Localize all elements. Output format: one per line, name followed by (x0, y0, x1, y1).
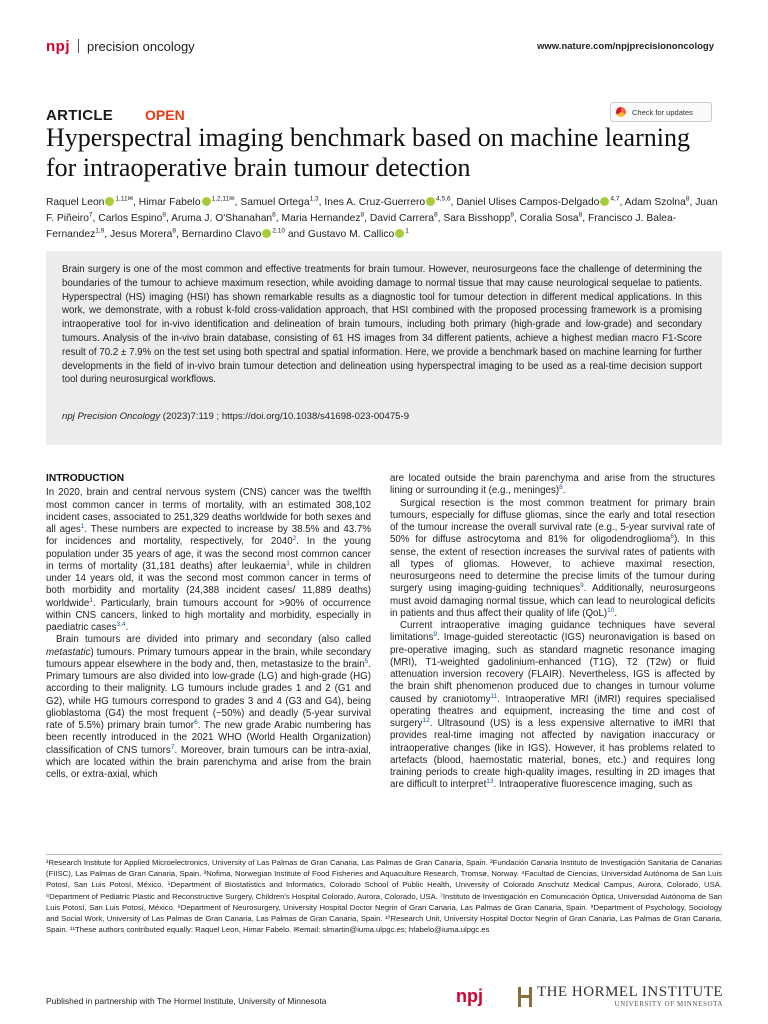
body-paragraph: Brain tumours are divided into primary and secondary (also called metastatic) tumours. Primary tumours appear in the brain, while secondary tumours appear elsewhere in the body and, then, metastasize to the brain$^5$. Primary tumours are also divided into low-grade (LG) and high-grade (HG) according to their malignity. LG tumours include grades 1 and 2 (G1 and G2), while HG tumours correspond to grades 3 and 4 (G3 and G4), being glioblastoma (G4) the most frequent (~50%) and deadly (5-year survival rate of 5.5%) primary brain tumor$^6$. The new grade Arabic numbering has been recently introduced in the 2021 WHO (World Health Organization) classification of CNS tumors$^7$. Moreover, brain tumours can be intra-axial, which are located within the brain parenchyma and arise from the brain cells, or extra-axial, which (46, 634, 371, 780)
footer-npj-logo: npj (456, 986, 483, 1006)
body-paragraph: Current intraoperative imaging guidance techniques have several limitations$^9$. Image-guided stereotactic (IGS) neuronavigation is based on pre-operative imaging, such as standard magnetic resonance imaging (MRI), T1-weighted gadolinium-enhanced (T1G), T2 (T2w) or fluid attenuation inversion recovery (FLAIR). Nevertheless, IGS is affected by the brain shift phenomenon produced due to changes in tumour volume caused by craniotomy$^{11}$. Intraoperative MRI (iMRI) requires specialised operating theatres and equipment, increasing the time and cost of surgery$^{12}$. Ultrasound (US) is a less expensive alternative to iMRI that provides real-time imaging not affected by navigation inaccuracy or intraoperative changes (like in IGS). However, it has problems related to artefacts (blood, haemostatic material, bones, etc.) and requires long training periods to create high-quality images, resulting in 2D images that are difficult to interpret$^{13}$. Intraoperative fluorescence imaging, such as (390, 620, 715, 791)
hormel-institute-logo (518, 985, 723, 1008)
body-column-left (46, 473, 371, 781)
body-paragraph: are located outside the brain parenchyma and arise from the structures lining or surrounding it (e.g., meninges)$^8$. (390, 473, 715, 497)
orcid-icon[interactable] (262, 229, 271, 238)
section-heading-introduction: INTRODUCTION (46, 473, 125, 484)
author-affiliation-marker: 8 (360, 211, 365, 219)
reference-link[interactable]: 13 (486, 778, 494, 785)
author-name[interactable]: Samuel Ortega (240, 197, 310, 208)
abstract-text: Brain surgery is one of the most common and effective treatments for brain tumour. However, neurosurgeons face the challenge of determining the boundaries of the tumour to achieve maximum resection, while avoiding damage to normal tissue that may cause neurological sequelae to patients. Hyperspectral (HS) imaging (HSI) has shown remarkable results as a diagnostic tool for tumour detection in different medical applications. In this work, we demonstrate, with a robust k-fold cross-validation approach, that HSI combined with the proposed processing framework is a promising intraoperative tool for in-vivo identification and delineation of brain tumours, including both primary (high-grade and low-grade) and secondary tumours. Analysis of the in-vivo brain database, consisting of 61 HS images from 34 different patients, achieve a highest median macro F1-Score result of 70.2 ± 7.9% on the test set using both spectral and spatial information. Here, we provide a benchmark based on machine learning for further developments in the field of in-vivo brain tumour detection and delineation using hyperspectral imaging to be used as a real-time decision support tool during neurosurgical workflows. (62, 264, 702, 386)
reference-link[interactable]: 1 (80, 522, 85, 530)
reference-link[interactable]: 8 (559, 484, 563, 491)
author-affiliation-marker: 1 (405, 227, 409, 235)
citation (62, 411, 409, 422)
reference-link[interactable]: 11 (490, 692, 498, 700)
author-affiliation-marker: 1,3 (309, 195, 319, 203)
author-name[interactable]: Bernardino Clavo (181, 229, 262, 240)
body-paragraph: In 2020, brain and central nervous system (CNS) cancer was the twelfth most common cancer in terms of mortality, with an estimated 308,102 incident cases, associated to 251,329 deaths worldwide for both sexes and all ages$^1$. These numbers are expected to increase by 38.5% and 43.7% for incidences and mortality, respectively, for 2040$^2$. In the young population under 35 years of age, it was the second most common cancer in terms of mortality (31,181 deaths) after leukaemia$^1$, while in children under 14 years old, it was the second most common cancer in terms of both morbidity and mortality (24,388 incident cases/ 11,889 deaths) worldwide$^1$. Particularly, brain tumours account for >90% of occurrence within CNS cancers, linked to high mortality and morbidity, especially in paediatric cases$^{3,4}$. (46, 487, 372, 633)
author-name[interactable]: Adam Szolna (624, 197, 686, 208)
reference-link[interactable]: 1 (286, 559, 290, 567)
reference-link[interactable]: 1 (89, 596, 93, 604)
citation-doi[interactable]: (2023)7:119 ; https://doi.org/10.1038/s41698-023-00475-9 (160, 411, 410, 422)
author-affiliation-marker: 8 (272, 211, 276, 219)
author-list: Raquel Leon $^{1,11✉}$, Himar Fabelo $^{1,2,11✉}$, Samuel Ortega$^{1,3}$, Ines A. Cruz-Guerrero $^{4,5,6}$, Daniel Ulises Campos-Delgado $^{4,7}$, Adam Szolna$^8$, Juan F. Piñeiro$^7$, Carlos Espino$^8$, Aruma J. O'Shanahan$^8$, Maria Hernandez$^8$, David Carrera$^8$, Sara Bisshopp$^8$, Coralia Sosa$^8$, Francisco J. Balea-Fernandez$^{1,9}$, Jesus Morera$^8$, Bernardino Clavo $^{2,10}$ and Gustavo M. Callico $^1$ (46, 195, 718, 240)
author-name[interactable]: Coralia Sosa (519, 213, 579, 224)
orcid-icon[interactable] (426, 197, 435, 206)
open-access-label: OPEN (145, 107, 185, 123)
author-name[interactable]: Jesus Morera (110, 229, 173, 240)
author-affiliation-marker: 8 (172, 227, 177, 235)
reference-link[interactable]: 9 (580, 582, 584, 589)
orcid-icon[interactable] (202, 197, 211, 206)
author-affiliation-marker: 8 (685, 195, 690, 203)
author-affiliation-marker: 7 (88, 211, 93, 219)
author-affiliation-marker: 2,10 (272, 227, 285, 235)
author-name[interactable]: Himar Fabelo (138, 197, 201, 208)
journal-url[interactable]: www.nature.com/npjprecisiononcology (536, 40, 714, 52)
author-name[interactable]: Aruma J. O'Shanahan (171, 213, 273, 224)
author-name[interactable]: David Carrera (369, 213, 434, 224)
hormel-university: UNIVERSITY OF MINNESOTA (614, 1000, 724, 1008)
journal-name: precision oncology (87, 38, 195, 54)
author-name[interactable]: Juan F. Piñeiro (46, 197, 718, 224)
author-name[interactable]: Ines A. Cruz-Guerrero (324, 197, 426, 208)
author-name[interactable]: Francisco J. Balea-Fernandez (46, 213, 677, 240)
abstract-box (46, 251, 722, 445)
citation-journal: npj Precision Oncology (62, 411, 161, 422)
author-name[interactable]: Raquel Leon (46, 197, 105, 208)
reference-link[interactable]: 12 (422, 716, 430, 724)
reference-link[interactable]: 6 (670, 533, 675, 540)
author-affiliation-marker: 8 (433, 211, 438, 219)
page-header (46, 36, 714, 56)
reference-link[interactable]: 10 (607, 606, 615, 614)
body-paragraph: Surgical resection is the most common treatment for primary brain tumours, especially for diffuse gliomas, since the early and total resection of the tumour increase the overall survival rate (e.g., 5-year survival rate of 50% for diffuse astrocytoma and 81% for oligodendroglioma$^6$). In this sense, the extent of resection increases the survival rates of patients with all types of gliomas. However, to achieve maximal resection, neurosurgeons need to determine the precise limits of the tumour during surgery using imaging-guiding techniques$^9$. Additionally, neurosurgeons must avoid damaging normal tissue, which can lead to neurological deficits in patients and thus affect their quality of life (QoL)$^{10}$. (390, 497, 715, 619)
reference-link[interactable]: 6 (194, 718, 198, 726)
npj-logo: npj (46, 37, 70, 55)
check-updates-button[interactable] (610, 102, 712, 122)
author-name[interactable]: Daniel Ulises Campos-Delgado (456, 197, 600, 208)
author-affiliation-marker: 4,5,6 (436, 195, 451, 203)
author-name[interactable]: Gustavo M. Callico (307, 229, 395, 240)
author-affiliation-marker: 8 (162, 211, 167, 219)
reference-link[interactable]: 5 (364, 657, 369, 665)
author-name[interactable]: Sara Bisshopp (443, 213, 511, 224)
article-type: ARTICLE (46, 107, 114, 124)
author-affiliation-marker: 8 (578, 211, 583, 219)
author-affiliation-marker: 8 (510, 211, 514, 219)
body-column-right (390, 473, 715, 792)
author-affiliation-marker: 1,11✉ (115, 195, 134, 203)
header-divider (78, 39, 79, 53)
author-name[interactable]: Carlos Espino (98, 213, 163, 224)
affiliations: ¹Research Institute for Applied Microelectronics, University of Las Palmas de Gran Canaria, Las Palmas de Gran Canaria, Spain. ²Fundación Canaria Instituto de Investigación Sanitaria de Canarias (FIISC), Las Palmas de Gran Canaria, Spain. ³Nofima, Norwegian Institute of Food Fisheries and Aquaculture Research, Tromsø, Norway. ⁴Facultad de Ciencias, Universidad Autónoma de San Luis Potosí, San Luis Potosí, México. ⁵Department of Biostatistics and Informatics, Colorado School of Public Health, University of Colorado Anschutz Medical Campus, Aurora, Colorado, USA. ⁶Department of Pediatric Plastic and Reconstructive Surgery, Children's Hospital Colorado, Aurora, Colorado, USA. ⁷Instituto de Investigación en Comunicación Óptica, Universidad Autónoma de San Luis Potosí, San Luis Potosí, México. ⁸Department of Neurosurgery, University Hospital Doctor Negrin of Gran Canaria, Las Palmas de Gran Canaria, Spain. ⁹Department of Psychology, Sociology and Social Work, University of Las Palmas de Gran Canaria, Las Palmas de Gran Canaria, Spain. ¹⁰Research Unit, University Hospital Doctor Negrin of Gran Canaria, Las Palmas de Gran Canaria, Spain. ¹¹These authors contributed equally: Raquel Leon, Himar Fabelo. ✉email: slmartin@iuma.ulpgc.es; hfabelo@iuma.ulpgc.es (46, 854, 722, 935)
orcid-icon[interactable] (105, 197, 114, 206)
orcid-icon[interactable] (395, 229, 404, 238)
reference-link[interactable]: 9 (433, 631, 437, 638)
author-affiliation-marker: 1,2,11✉ (211, 195, 235, 203)
partnership-note: Published in partnership with The Hormel Institute, University of Minnesota (46, 996, 327, 1006)
article-title: Hyperspectral imaging benchmark based on machine learning for intraoperative brain tumour detection (46, 123, 690, 182)
reference-link[interactable]: 7 (170, 743, 175, 751)
hormel-name: THE HORMEL INSTITUTE (537, 984, 724, 1000)
reference-link[interactable]: 2 (292, 535, 297, 542)
author-affiliation-marker: 4,7 (610, 195, 620, 203)
author-affiliation-marker: 1,9 (95, 227, 105, 235)
hormel-emblem-icon (518, 987, 532, 1007)
author-name[interactable]: Maria Hernandez (281, 213, 361, 224)
crossmark-icon (616, 107, 626, 117)
check-updates-label: Check for updates (632, 107, 693, 117)
emphasis-text: metastatic (46, 646, 91, 658)
orcid-icon[interactable] (600, 197, 609, 206)
reference-link[interactable]: 3,4 (116, 620, 126, 628)
